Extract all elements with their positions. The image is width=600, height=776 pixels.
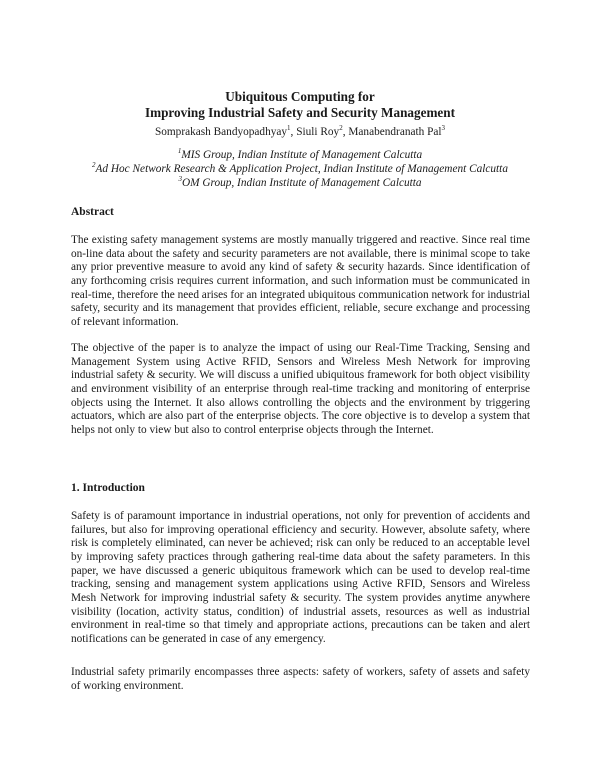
- affiliations: [0, 149, 600, 190]
- abstract-paragraph-2: [71, 342, 530, 438]
- paragraph-text: The existing safety management systems are mostly manually triggered and reactive. Since real time on-line data about the safety and security parameters are not available, there is minimal scope to take any prior preventive measure to avoid any kind of safety & security hazards. Since identification of any forthcoming crisis requires current information, and such information must be communicated in real-time, therefore the need arises for an integrated ubiquitous communication network for industrial safety, security and its management that provides efficient, reliable, secure exchange and processing of relevant information.: [71, 234, 530, 328]
- affiliation-text: OM Group, Indian Institute of Management Calcutta: [181, 176, 422, 189]
- author-affiliation-mark: 2: [339, 124, 343, 133]
- paragraph-text: Safety is of paramount importance in industrial operations, not only for prevention of accidents and failures, but also for improving operational efficiency and security. However, absolute safety, where risk is completely eliminated, can never be achieved; risk can only be reduced to an acceptable level by improving safety practices through gathering real-time data about the safety parameters. In this paper, we have discussed a generic ubiquitous framework which can be used to develop real-time tracking, sensing and management system applications using Active RFID, Sensors and Wireless Mesh Network for improving industrial safety & security. The system provides anytime anywhere visibility (location, activity status, condition) of industrial assets, resources as well as industrial environment in real-time so that timely and appropriate actions, precautions can be taken and alert notifications can be generated in case of any emergency.: [71, 510, 530, 645]
- paper-title: [0, 89, 600, 120]
- abstract-heading: Abstract: [71, 206, 114, 218]
- affiliation: [0, 163, 600, 177]
- author-name: Manabendranath Pal: [348, 126, 442, 138]
- affiliation: [0, 174, 600, 191]
- author-list: [0, 126, 600, 138]
- introduction-paragraph-2: [71, 666, 530, 693]
- affiliation-text: Ad Hoc Network Research & Application Project, Indian Institute of Management Calcutta: [95, 162, 508, 175]
- paragraph-text: Industrial safety primarily encompasses three aspects: safety of workers, safety of assets and safety of working environment.: [71, 666, 530, 692]
- affiliation-mark: 1: [177, 147, 182, 156]
- title-line-2: Improving Industrial Safety and Security Management: [144, 104, 456, 120]
- author-name: Somprakash Bandyopadhyay: [154, 126, 288, 138]
- abstract-paragraph-1: [71, 234, 530, 330]
- author-name: Siuli Roy: [296, 126, 340, 138]
- affiliation-mark: 3: [178, 174, 182, 183]
- author-separator: ,: [290, 126, 297, 138]
- affiliation-mark: 2: [92, 161, 96, 170]
- affiliation-text: MIS Group, Indian Institute of Management Calcutta: [181, 149, 423, 161]
- title-line-1: Ubiquitous Computing for: [225, 89, 375, 104]
- author-separator: ,: [342, 126, 349, 138]
- author-affiliation-mark: 3: [441, 124, 446, 133]
- author-affiliation-mark: 1: [287, 124, 291, 133]
- paragraph-text: The objective of the paper is to analyze the impact of using our Real-Time Tracking, Sensing and Management System using Active RFID, Sensors and Wireless Mesh Network for improving industrial safety & security. We will discuss a unified ubiquitous framework for both object visibility and environment visibility of an enterprise through real-time tracking and monitoring of enterprise objects using the Internet. It also allows controlling the objects and the environment by triggering actuators, which are also part of the enterprise objects. The core objective is to develop a system that helps not only to view but also to control enterprise objects through the Internet.: [71, 342, 530, 436]
- affiliation: [0, 149, 600, 163]
- introduction-paragraph-1: [71, 510, 530, 647]
- introduction-heading: 1. Introduction: [71, 482, 145, 494]
